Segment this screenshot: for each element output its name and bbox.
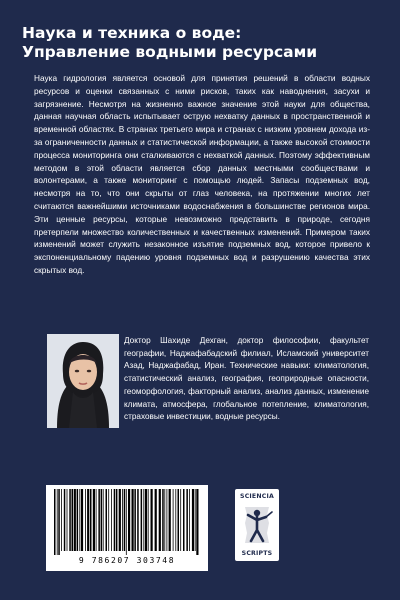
barcode-bar	[178, 489, 180, 551]
barcode-bar	[169, 489, 171, 551]
barcode-bar	[126, 489, 127, 555]
barcode-bar	[57, 489, 58, 555]
barcode-bar	[128, 489, 130, 551]
barcode-bar	[167, 489, 168, 551]
barcode-bar	[175, 489, 176, 551]
barcode-bar	[108, 489, 109, 551]
barcode-bar	[180, 489, 181, 551]
barcode-bar	[103, 489, 104, 551]
barcode-bar	[67, 489, 68, 551]
barcode-bar	[183, 489, 185, 551]
author-bio: Доктор Шахиде Дехган, доктор философии, факультет географии, Наджафабадский филиал, Исламский университет Азад, Наджафабад, Иран. Технические навыки: климатология, статистический анализ, география, геоприродные опасности, геоморфология, факторный анализ, анализ данных, изменение климата, атмосфера, глобальное потепление, климатология, страховые инвестиции, водные ресурсы.	[124, 336, 369, 422]
barcode-bar	[101, 489, 103, 551]
book-title-line-1: Наука и техника о воде:	[22, 24, 242, 42]
barcode-bar	[164, 489, 165, 551]
isbn-barcode	[46, 485, 208, 571]
barcode-bar	[162, 489, 164, 551]
barcode-bar	[195, 489, 196, 551]
barcode-bar	[132, 489, 134, 551]
barcode-bar	[85, 489, 86, 551]
barcode-bar	[141, 489, 143, 551]
barcode-bar	[93, 489, 95, 551]
barcode-bar	[137, 489, 139, 551]
barcode-bar	[134, 489, 136, 551]
author-portrait-image	[47, 334, 119, 428]
barcode-bar	[69, 489, 71, 551]
barcode-bar	[98, 489, 100, 551]
barcode-bar	[81, 489, 83, 551]
barcode-bar	[77, 489, 79, 551]
barcode-bar	[90, 489, 92, 551]
barcode-bars	[52, 489, 202, 555]
barcode-bar	[159, 489, 161, 551]
barcode-bar	[143, 489, 144, 551]
barcode-bar	[151, 489, 153, 551]
logo-text-top: SCIENCIA	[240, 493, 274, 500]
logo-text-bottom: SCRIPTS	[241, 550, 273, 557]
barcode-bar	[189, 489, 190, 551]
barcode-bar	[87, 489, 89, 551]
barcode-bar	[192, 489, 194, 551]
barcode-bar	[119, 489, 121, 551]
barcode-bar	[61, 489, 62, 551]
barcode-bar	[186, 489, 188, 551]
barcode-bar	[196, 489, 198, 555]
barcode-bar	[124, 489, 126, 551]
barcode-bar	[148, 489, 149, 551]
scientist-figure-icon	[241, 503, 273, 549]
barcode-bar	[173, 489, 174, 551]
book-title-line-2: Управление водными ресурсами	[22, 43, 318, 61]
barcode-bar	[58, 489, 60, 555]
book-abstract: Наука гидрология является основой для принятия решений в области водных ресурсов и оценки связанных с ними рисков, таких как наводнения, засухи и загрязнение. Несмотря на жизненно важное значение этой науки для общества, данная научная область испытывает острую нехватку данных в пространственной и временной областях. В странах третьего мира и странах с низким уровнем дохода из-за ограниченности данных и статистической информации, а также высокой стоимости процесса мониторинга они сталкиваются с нехваткой данных. Поэтому эффективным методом в этой области является сбор данных местными сообществами и волонтерами, а также мониторинг с помощью людей. Запасы подземных вод, несмотря на то, что они скрыты от глаз человека, на протяжении многих лет считаются важнейшими источниками водоснабжения в большинстве регионов мира. Эти ценные ресурсы, которые невозможно представить в природе, сегодня претерпели множество количественных и качественных изменений. Примером таких изменений может служить незаконное изъятие подземных вод, которое привело к экспоненциальному падению уровня подземных вод и разрушению качества этих скрытых вод.	[34, 73, 370, 275]
barcode-bar	[145, 489, 147, 551]
barcode-bar	[122, 489, 123, 551]
barcode-bar	[111, 489, 112, 551]
barcode-bar	[74, 489, 76, 551]
barcode-bar	[54, 489, 56, 555]
barcode-bar	[114, 489, 116, 551]
barcode-bar	[79, 489, 80, 551]
barcode-bar	[72, 489, 74, 551]
barcode-bar	[155, 489, 157, 551]
barcode-bar	[64, 489, 66, 551]
publisher-logo	[235, 489, 279, 561]
author-photo	[47, 334, 119, 428]
barcode-bar	[96, 489, 97, 551]
isbn-digits: 9 786207 303748	[78, 556, 176, 565]
barcode-bar	[116, 489, 118, 551]
barcode-bar	[106, 489, 108, 551]
book-title	[22, 24, 382, 62]
